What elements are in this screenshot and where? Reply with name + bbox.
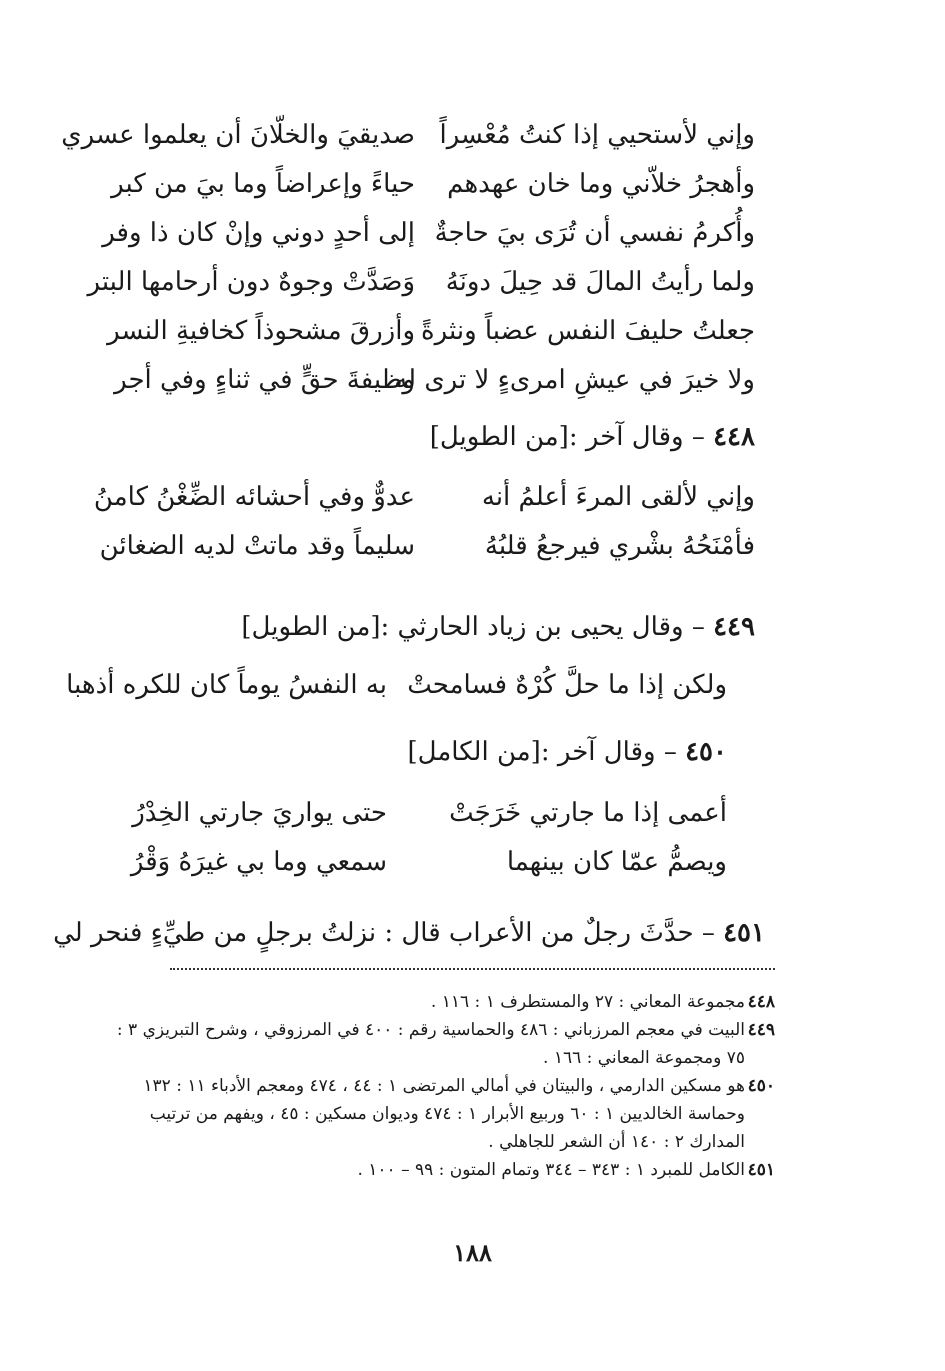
footnote-text: الكامل للمبرد ١ : ٣٤٣ – ٣٤٤ وتمام المتون : ٩٩ – ١٠٠ . [357, 1160, 745, 1180]
hemistich-second: عدوٌّ وفي أحشائه الضِّغْنُ كامنُ [93, 481, 415, 512]
poem-448 [93, 472, 755, 570]
section-heading-450 [408, 737, 727, 767]
footnote-448 [115, 988, 775, 1016]
footnote-text: مجموعة المعاني : ٢٧ والمستطرف ١ : ١١٦ . [430, 992, 745, 1012]
footnote-449 [115, 1016, 775, 1072]
hemistich-first: ولما رأيتُ المالَ قد حِيلَ دونَهُ [445, 266, 755, 297]
section-number: ٤٥٠ [685, 737, 727, 767]
footnotes [115, 988, 775, 1184]
section-intro: – وقال آخر :[من الكامل] [407, 737, 677, 767]
hemistich-first: وإني لأستحيي إذا كنتُ مُعْسِراً [439, 119, 755, 150]
poem-450 [87, 788, 727, 886]
verse-line [87, 257, 755, 306]
hemistich-second: سليماً وقد ماتتْ لديه الضغائن [99, 530, 415, 561]
section-number: ٤٤٨ [713, 422, 755, 452]
hemistich-second: حتى يواريَ جارتي الخِدْرُ [132, 797, 387, 828]
hemistich-second: حياءً وإعراضاً وما بيَ من كبر [111, 168, 415, 199]
hemistich-first: أعمى إذا ما جارتي خَرَجَتْ [449, 797, 727, 828]
hemistich-second: وأزرقَ مشحوذاً كخافيةِ النسر [107, 315, 415, 346]
section-number: ٤٥١ [723, 918, 765, 948]
verse-line [66, 660, 727, 709]
footnote-451 [115, 1156, 775, 1184]
footnote-separator [170, 968, 775, 970]
footnote-number: ٤٥٠ [747, 1076, 775, 1096]
section-451-line [53, 918, 765, 948]
hemistich-second: وظيفةَ حقٍّ في ثناءٍ وفي أجر [114, 364, 415, 395]
hemistich-first: جعلتُ حليفَ النفس عضباً ونثرةً [421, 315, 755, 346]
verse-line [61, 110, 755, 159]
verse-line [115, 355, 755, 404]
hemistich-first: ويصمُّ عمّا كان بينهما [506, 846, 727, 877]
section-text: – حدَّثَ رجلٌ من الأعراب قال : نزلتُ برجلٍ من طيِّءٍ فنحر لي [53, 918, 715, 948]
hemistich-second: به النفسُ يوماً كان للكره أذهبا [66, 669, 387, 700]
section-number: ٤٤٩ [713, 612, 755, 642]
poem-449 [66, 660, 727, 709]
hemistich-second: وَصَدَّتْ وجوهٌ دون أرحامها البتر [87, 266, 415, 297]
verse-line [93, 472, 755, 521]
verse-line [107, 306, 755, 355]
verse-line [102, 208, 755, 257]
page-number: ١٨٨ [453, 1238, 492, 1267]
section-intro: – وقال يحيى بن زياد الحارثي :[من الطويل] [241, 612, 705, 642]
hemistich-first: وأُكرمُ نفسي أن تُرَى بيَ حاجةٌ [434, 217, 755, 248]
verse-line [111, 159, 755, 208]
footnote-text: هو مسكين الدارمي ، والبيتان في أمالي المرتضى ١ : ٤٤ ، ٤٧٤ ومعجم الأدباء ١١ : ١٣٢ وحماسة الخالديين ١ : ٦٠ وربيع الأبرار ١ : ٤٧٤ وديوان مسكين : ٤٥ ، ويفهم من ترتيب المدارك ٢ : ١٤٠ أن الشعر للجاهلي . [143, 1076, 745, 1152]
footnote-number: ٤٤٨ [747, 992, 775, 1012]
hemistich-first: فأمْنَحُهُ بشْري فيرجعُ قلبُهُ [484, 530, 755, 561]
hemistich-first: ولا خيرَ في عيشِ امرىءٍ لا ترى له [394, 364, 755, 395]
footnote-450 [115, 1072, 775, 1156]
footnote-text: البيت في معجم المرزباني : ٤٨٦ والحماسية رقم : ٤٠٠ في المرزوقي ، وشرح التبريزي ٣ : ٧٥ ومجموعة المعاني : ١٦٦ . [116, 1020, 745, 1068]
hemistich-second: إلى أحدٍ دوني وإنْ كان ذا وفر [102, 217, 415, 248]
hemistich-second: سمعي وما بي غيرَهُ وَقْرُ [130, 846, 387, 877]
verse-line [87, 788, 727, 837]
section-heading-448 [430, 422, 755, 452]
footnote-number: ٤٥١ [747, 1160, 775, 1180]
verse-line [99, 521, 755, 570]
hemistich-second: صديقيَ والخلّانَ أن يعلموا عسري [61, 119, 415, 150]
hemistich-first: ولكن إذا ما حلَّ كُرْهٌ فسامحتْ [407, 669, 727, 700]
verse-line [87, 837, 727, 886]
footnote-number: ٤٤٩ [747, 1020, 775, 1040]
section-intro: – وقال آخر :[من الطويل] [429, 422, 705, 452]
poem-continuation [61, 110, 755, 404]
section-heading-449 [241, 612, 755, 642]
hemistich-first: وإني لألقى المرءَ أعلمُ أنه [481, 481, 755, 512]
hemistich-first: وأهجرُ خلاّني وما خان عهدهم [447, 168, 755, 199]
